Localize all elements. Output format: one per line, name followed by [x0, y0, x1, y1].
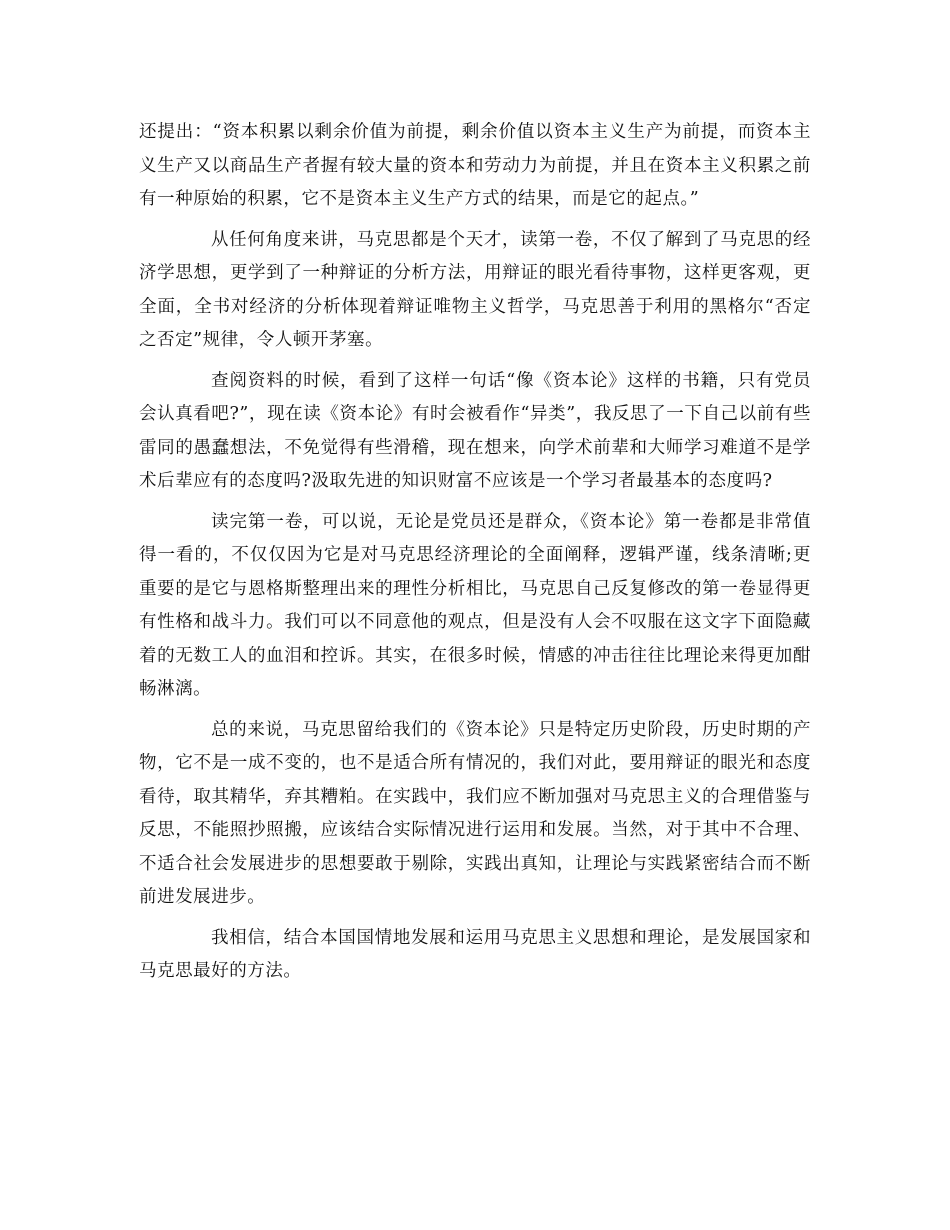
paragraph: 查阅资料的时候，看到了这样一句话“像《资本论》这样的书籍，只有党员会认真看吧?”，现在读《资本论》有时会被看作“异类”，我反思了一下自己以前有些雷同的愚蠢想法，不免觉得有些滑稽，现在想来，向学术前辈和大师学习难道不是学术后辈应有的态度吗?汲取先进的知识财富不应该是一个学习者最基本的态度吗?	[139, 370, 811, 491]
paragraph: 我相信，结合本国国情地发展和运用马克思主义思想和理论，是发展国家和马克思最好的方法。	[139, 927, 811, 981]
paragraph: 从任何角度来讲，马克思都是个天才，读第一卷，不仅了解到了马克思的经济学思想，更学到了一种辩证的分析方法，用辩证的眼光看待事物，这样更客观，更全面，全书对经济的分析体现着辩证唯物主义哲学，马克思善于利用的黑格尔“否定之否定”规律，令人顿开茅塞。	[139, 229, 811, 350]
document-body	[139, 116, 811, 996]
paragraph-continuation: 还提出：“资本积累以剩余价值为前提，剩余价值以资本主义生产为前提，而资本主义生产又以商品生产者握有较大量的资本和劳动力为前提，并且在资本主义积累之前有一种原始的积累，它不是资本主义生产方式的结果，而是它的起点。”	[139, 122, 811, 209]
paragraph: 总的来说，马克思留给我们的《资本论》只是特定历史阶段，历史时期的产物，它不是一成不变的，也不是适合所有情况的，我们对此，要用辩证的眼光和态度看待，取其精华，弃其糟粕。在实践中，我们应不断加强对马克思主义的合理借鉴与反思，不能照抄照搬，应该结合实际情况进行运用和发展。当然，对于其中不合理、不适合社会发展进步的思想要敢于剔除，实践出真知，让理论与实践紧密结合而不断前进发展进步。	[139, 719, 811, 907]
paragraph: 读完第一卷，可以说，无论是党员还是群众，《资本论》第一卷都是非常值得一看的，不仅仅因为它是对马克思经济理论的全面阐释，逻辑严谨，线条清晰;更重要的是它与恩格斯整理出来的理性分析相比，马克思自己反复修改的第一卷显得更有性格和战斗力。我们可以不同意他的观点，但是没有人会不叹服在这文字下面隐藏着的无数工人的血泪和控诉。其实，在很多时候，情感的冲击往往比理论来得更加酣畅淋漓。	[139, 511, 811, 699]
